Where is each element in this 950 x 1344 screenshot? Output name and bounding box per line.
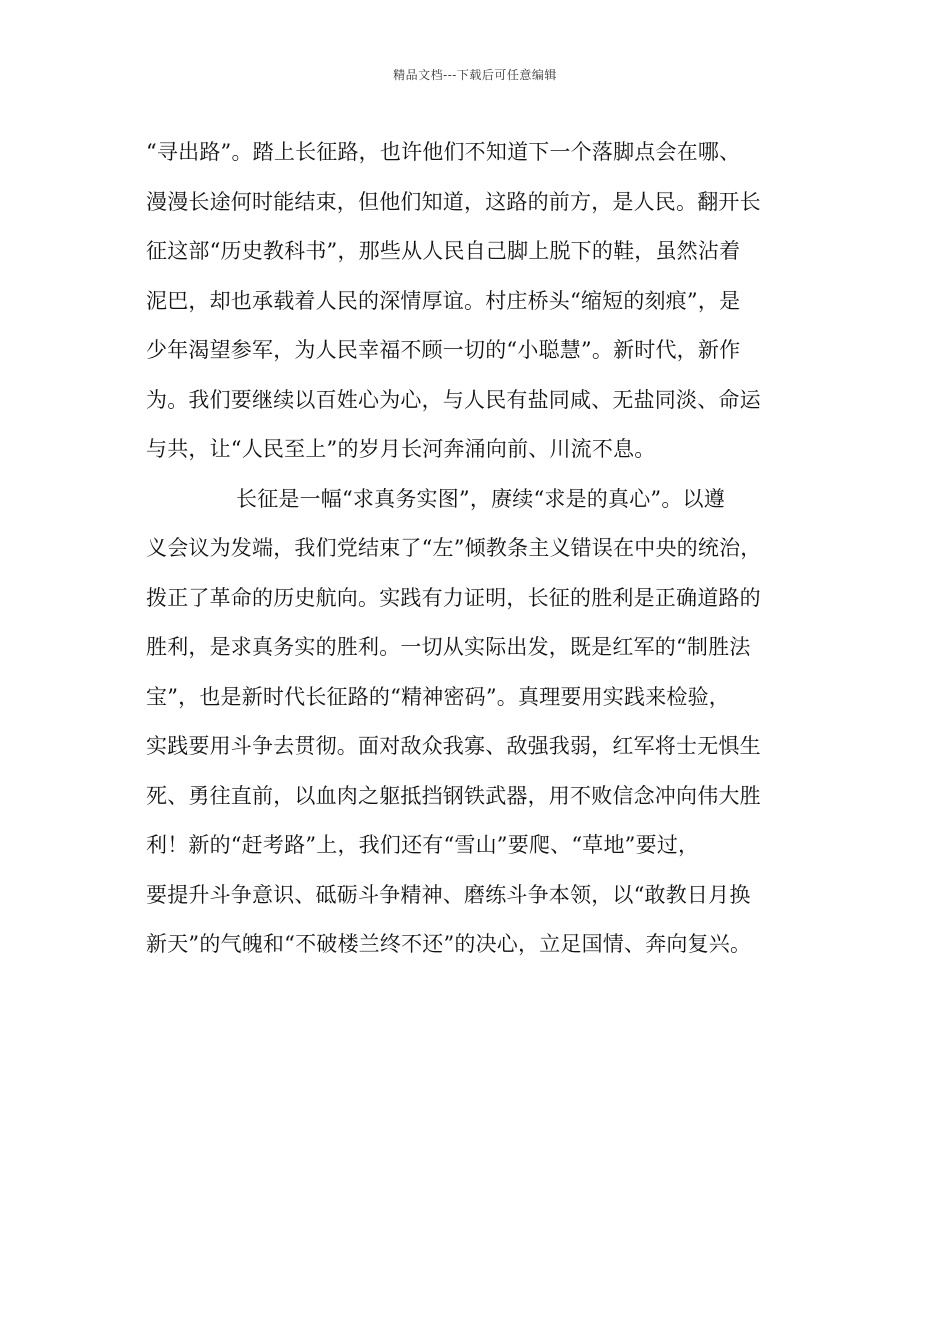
text-line: 拨正了革命的历史航向。实践有力证明，长征的胜利是正确道路的 — [146, 585, 761, 610]
page-header: 精品文档---下载后可任意编辑 — [393, 68, 557, 82]
paragraph-2 — [146, 475, 816, 1020]
text-line: 死、勇往直前，以血肉之躯抵挡钢铁武器，用不败信念冲向伟大胜 — [146, 783, 761, 808]
text-line: 宝”，也是新时代长征路的“精神密码”。真理要用实践来检验， — [146, 684, 731, 709]
text-line — [146, 970, 816, 1020]
text-line: 泥巴，却也承载着人民的深情厚谊。村庄桥头“缩短的刻痕”，是 — [146, 288, 741, 313]
text-line: “寻出路”。踏上长征路，也许他们不知道下一个落脚点会在哪、 — [146, 140, 741, 164]
text-line: 利！新的“赶考路”上，我们还有“雪山”要爬、“草地”要过， — [146, 833, 700, 857]
text-line: 为。我们要继续以百姓心为心，与人民有盐同咸、无盐同淡、命运 — [146, 387, 761, 412]
text-line: 实践要用斗争去贯彻。面对敌众我寡、敌强我弱，红军将士无惧生 — [146, 734, 761, 758]
text-line: 漫漫长途何时能结束，但他们知道，这路的前方，是人民。翻开长 — [146, 189, 761, 214]
text-line: 征这部“历史教科书”，那些从人民自己脚上脱下的鞋，虽然沾着 — [146, 239, 741, 263]
text-line: 义会议为发端，我们党结束了“左”倾教条主义错误在中央的统治， — [146, 536, 762, 560]
text-line: 少年渴望参军，为人民幸福不顾一切的“小聪慧”。新时代，新作 — [146, 338, 741, 362]
body-text — [146, 128, 816, 1019]
text-line-indented: 长征是一幅“求真务实图”，赓续“求是的真心”。以遵 — [236, 486, 725, 511]
text-line: 与共，让“人民至上”的岁月长河奔涌向前、川流不息。 — [146, 437, 656, 461]
text-line: 新天”的气魄和“不破楼兰终不还”的决心，立足国情、奔向复兴。 — [146, 932, 752, 956]
paragraph-1 — [146, 128, 816, 475]
text-line: 要提升斗争意识、砥砺斗争精神、磨练斗争本领，以“敢教日月换 — [146, 882, 751, 907]
text-line: 胜利，是求真务实的胜利。一切从实际出发，既是红军的“制胜法 — [146, 635, 751, 659]
